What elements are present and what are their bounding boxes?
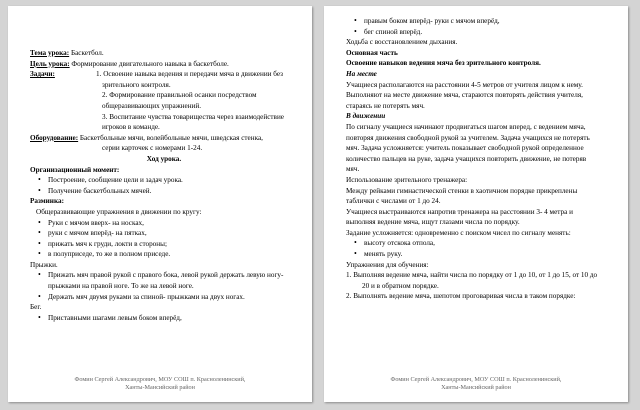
line-text: высоту отскока отпола, xyxy=(364,239,435,248)
line-text: Формирование двигательного навыка в баскетболе. xyxy=(69,59,229,68)
text-line-goal xyxy=(30,59,298,70)
text-line-a4 xyxy=(346,48,616,59)
line-text: мяч. xyxy=(346,165,360,174)
text-line-t2b xyxy=(30,101,298,112)
text-line-a18 xyxy=(346,196,616,207)
text-line-a14 xyxy=(346,154,616,165)
text-line-t3b xyxy=(30,122,298,133)
field-label: Оборудование: xyxy=(30,133,79,142)
text-line-run xyxy=(30,302,298,313)
footer-author: Фомин Сергей Александрович, МОУ СОШ п. Красноленинский, xyxy=(390,376,562,383)
text-line-t1 xyxy=(30,69,298,80)
line-text: Учащиеся выстраиваются напротив тренажера на расстоянии 3- 4 метра и xyxy=(346,207,573,216)
text-line-a23 xyxy=(346,249,616,260)
line-text: По сигналу учащиеся начинают продвигаться шагом вперед, с ведением мяча, xyxy=(346,122,586,131)
line-text: Построение, сообщение цели и задач урока. xyxy=(48,176,183,185)
field-label: Задачи: xyxy=(30,70,55,79)
text-line-j2 xyxy=(30,292,298,303)
text-line-a25 xyxy=(346,270,616,281)
text-line-t1b xyxy=(30,80,298,91)
line-text: Руки с мячом вверх- на носках, xyxy=(48,218,144,227)
line-text: Между рейками гимнастической стенки в хаотичном порядке прикреплены xyxy=(346,186,578,195)
line-text: Баскетбол. xyxy=(69,49,104,57)
line-text: выполняя ведение мяча, ищут глазами числа по порядку. xyxy=(346,218,520,227)
page-right-footer xyxy=(324,376,628,392)
line-text: правым боком вперёд- руки с мячом вперёд, xyxy=(364,17,500,25)
line-text: прыжками на правой ноге. То же на левой ноге. xyxy=(48,282,194,291)
line-text: 20 и в обратном порядке. xyxy=(362,281,439,290)
line-text: В движении xyxy=(346,112,386,121)
line-text: игроков в команде. xyxy=(102,123,160,132)
text-line-a22 xyxy=(346,238,616,249)
line-text: Учащиеся располагаются на расстоянии 4-5 метров от учителя лицом к нему. xyxy=(346,80,583,89)
page-left-text xyxy=(30,48,298,323)
line-text: Выполняют на месте движение мяча, стараются повторять действия учителя, xyxy=(346,91,583,100)
line-text: Использование зрительного тренажера: xyxy=(346,175,468,184)
line-text: Упражнения для обучения: xyxy=(346,260,429,269)
line-text: повторяя движения свободной рукой за учителем. Задача учащихся не потерять xyxy=(346,133,590,142)
text-line-a24 xyxy=(346,260,616,271)
line-text: Организационный момент: xyxy=(30,165,120,174)
text-line-t2 xyxy=(30,90,298,101)
line-text: Баскетбольные мячи, волейбольные мячи, шведская стенка, xyxy=(78,133,263,142)
text-line-topic xyxy=(30,48,298,59)
text-line-t3 xyxy=(30,112,298,123)
line-text: Ходьба с восстановлением дыхания. xyxy=(346,38,458,47)
line-text: Разминка: xyxy=(30,197,64,206)
text-line-j1 xyxy=(30,270,298,281)
line-text: бег спиной вперёд. xyxy=(364,27,423,36)
text-line-a20 xyxy=(346,217,616,228)
line-text: Держать мяч двумя руками за спиной- прыжками на двух ногах. xyxy=(48,292,245,301)
line-text: серии карточек с номерами 1-24. xyxy=(102,144,203,153)
line-text: зрительного контроля. xyxy=(102,80,171,89)
line-text: 1. Выполняя ведение мяча, найти числа по порядку от 1 до 10, от 1 до 15, от 10 до xyxy=(346,271,598,280)
text-line-w0 xyxy=(30,207,298,218)
line-text: менять руку. xyxy=(364,250,403,259)
line-text: 2. Формирование правильной осанки посредством xyxy=(102,91,257,100)
text-line-a26 xyxy=(346,281,616,292)
document-page-right xyxy=(324,6,628,402)
line-text: Освоение навыков ведения мяча без зрительного контроля. xyxy=(346,59,541,68)
text-line-w2 xyxy=(30,228,298,239)
line-text: в полуприседе, то же в полном приседе. xyxy=(48,250,171,259)
text-line-a15 xyxy=(346,164,616,175)
line-text: Ход урока. xyxy=(146,154,182,163)
text-line-a2 xyxy=(346,27,616,38)
line-text: мяч. Задача усложняется: учитель показывает свободной рукой определенное xyxy=(346,144,584,153)
line-text: Основная часть xyxy=(346,48,398,57)
text-line-o2 xyxy=(30,186,298,197)
line-text: руки с мячом вперёд- на пятках, xyxy=(48,229,147,238)
text-line-a13 xyxy=(346,143,616,154)
text-line-a21 xyxy=(346,228,616,239)
line-text: Приставными шагами левым боком вперёд, xyxy=(48,313,182,322)
text-line-eq xyxy=(30,133,298,144)
line-text: общеразвивающих упражнений. xyxy=(102,101,202,110)
text-line-a8 xyxy=(346,90,616,101)
line-text: Получение баскетбольных мячей. xyxy=(48,186,152,195)
line-text: стараясь не потерять мяч. xyxy=(346,101,425,110)
text-line-a10 xyxy=(346,111,616,122)
text-line-org xyxy=(30,165,298,176)
field-label: Тема урока: xyxy=(30,49,70,57)
line-text: Прижать мяч правой рукой с правого бока, левой рукой держать левую ногу- xyxy=(48,271,284,280)
line-text: количество пальцев на руке, задача учащихся повторить движение, не потеряв xyxy=(346,154,587,163)
text-line-w4 xyxy=(30,249,298,260)
text-line-a3 xyxy=(346,37,616,48)
text-line-jumps xyxy=(30,260,298,271)
text-line-r1 xyxy=(30,313,298,324)
line-text: Бег. xyxy=(30,303,42,312)
document-page-left xyxy=(8,6,312,402)
text-line-a6 xyxy=(346,69,616,80)
line-text: 3. Воспитание чувства товарищества через взаимодействие xyxy=(102,112,284,121)
line-text: Общеразвивающие упражнения в движении по кругу: xyxy=(36,207,202,216)
line-text: 1. Освоение навыка ведения и передачи мяча в движении без xyxy=(96,70,283,79)
line-text: Прыжки. xyxy=(30,260,58,269)
text-line-w3 xyxy=(30,239,298,250)
text-line-a27 xyxy=(346,291,616,302)
text-line-a17 xyxy=(346,186,616,197)
text-line-a7 xyxy=(346,80,616,91)
text-line-a5 xyxy=(346,58,616,69)
footer-author: Фомин Сергей Александрович, МОУ СОШ п. Красноленинский, xyxy=(74,376,246,383)
text-line-a12 xyxy=(346,133,616,144)
text-line-a1 xyxy=(346,16,616,27)
field-label: Цель урока: xyxy=(30,59,70,68)
text-line-eqb xyxy=(30,143,298,154)
footer-region: Ханты-Мансийский район xyxy=(441,384,511,391)
text-line-course xyxy=(30,154,298,165)
text-line-j1b xyxy=(30,281,298,292)
page-right-text xyxy=(346,16,616,302)
line-text: 2. Выполнять ведение мяча, шепотом проговаривая числа в таком порядке: xyxy=(346,292,576,301)
text-line-w1 xyxy=(30,218,298,229)
text-line-a11 xyxy=(346,122,616,133)
line-text: На месте xyxy=(346,69,377,78)
footer-region: Ханты-Мансийский район xyxy=(125,384,195,391)
text-line-o1 xyxy=(30,175,298,186)
line-text: Задание усложняется: одновременно с поиском чисел по сигналу менять: xyxy=(346,228,571,237)
line-text: таблички с числами от 1 до 24. xyxy=(346,197,441,206)
text-line-a16 xyxy=(346,175,616,186)
text-line-a19 xyxy=(346,207,616,218)
text-line-a9 xyxy=(346,101,616,112)
text-line-warm xyxy=(30,196,298,207)
page-left-footer xyxy=(8,376,312,392)
line-text: прижать мяч к груди, локти в стороны; xyxy=(48,239,167,248)
